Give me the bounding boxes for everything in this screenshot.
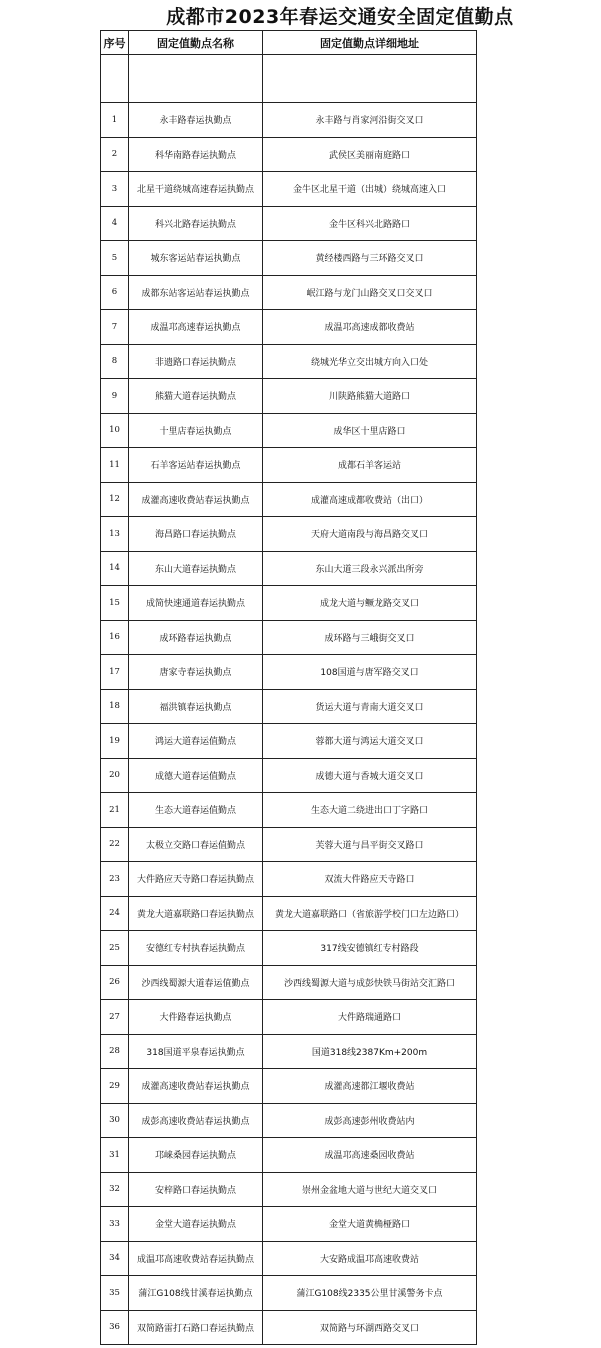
- table-row: [101, 931, 477, 966]
- num-cell: 3: [101, 172, 129, 207]
- address-cell: 沙西线蜀源大道与成彭快铁马街站交汇路口: [263, 965, 477, 1000]
- table-row: [101, 1310, 477, 1345]
- table-row: [101, 1241, 477, 1276]
- num-cell: 18: [101, 689, 129, 724]
- name-cell: 成简快速通道春运执勤点: [129, 586, 263, 621]
- blank-cell: [263, 55, 477, 103]
- name-cell: 成彭高速收费站春运执勤点: [129, 1103, 263, 1138]
- table-row: [101, 1207, 477, 1242]
- address-cell: 崇州金盆地大道与世纪大道交叉口: [263, 1172, 477, 1207]
- name-cell: 大件路春运执勤点: [129, 1000, 263, 1035]
- address-cell: 岷江路与龙门山路交叉口交叉口: [263, 275, 477, 310]
- address-cell: 成温邛高速成都收费站: [263, 310, 477, 345]
- name-cell: 金堂大道春运执勤点: [129, 1207, 263, 1242]
- table-row: [101, 1103, 477, 1138]
- name-cell: 北星干道绕城高速春运执勤点: [129, 172, 263, 207]
- name-cell: 十里店春运执勤点: [129, 413, 263, 448]
- name-cell: 蒲江G108线甘溪春运执勤点: [129, 1276, 263, 1311]
- table-row: [101, 586, 477, 621]
- num-cell: 20: [101, 758, 129, 793]
- address-cell: 金牛区北星干道（出城）绕城高速入口: [263, 172, 477, 207]
- table-row: [101, 379, 477, 414]
- name-cell: 黄龙大道嘉联路口春运执勤点: [129, 896, 263, 931]
- table-row: [101, 1276, 477, 1311]
- num-cell: 6: [101, 275, 129, 310]
- name-cell: 东山大道春运执勤点: [129, 551, 263, 586]
- address-cell: 108国道与唐军路交叉口: [263, 655, 477, 690]
- num-cell: 34: [101, 1241, 129, 1276]
- name-cell: 唐家寺春运执勤点: [129, 655, 263, 690]
- table-row: [101, 137, 477, 172]
- table-row: [101, 758, 477, 793]
- name-cell: 双简路雷打石路口春运执勤点: [129, 1310, 263, 1345]
- num-cell: 22: [101, 827, 129, 862]
- address-cell: 生态大道二绕进出口丁字路口: [263, 793, 477, 828]
- name-cell: 鸿运大道春运值勤点: [129, 724, 263, 759]
- table-row: [101, 1034, 477, 1069]
- table-row: [101, 413, 477, 448]
- name-cell: 福洪镇春运执勤点: [129, 689, 263, 724]
- header-name: 固定值勤点名称: [129, 31, 263, 55]
- blank-row: [101, 55, 477, 103]
- num-cell: 13: [101, 517, 129, 552]
- num-cell: 28: [101, 1034, 129, 1069]
- num-cell: 1: [101, 103, 129, 138]
- num-cell: 16: [101, 620, 129, 655]
- num-cell: 5: [101, 241, 129, 276]
- address-cell: 川陕路熊猫大道路口: [263, 379, 477, 414]
- num-cell: 36: [101, 1310, 129, 1345]
- num-cell: 11: [101, 448, 129, 483]
- num-cell: 27: [101, 1000, 129, 1035]
- address-cell: 武侯区美丽南庭路口: [263, 137, 477, 172]
- table-row: [101, 517, 477, 552]
- table-row: [101, 206, 477, 241]
- table-row: [101, 310, 477, 345]
- address-cell: 金堂大道黄桷桠路口: [263, 1207, 477, 1242]
- num-cell: 9: [101, 379, 129, 414]
- header-address: 固定值勤点详细地址: [263, 31, 477, 55]
- address-cell: 东山大道三段永兴派出所旁: [263, 551, 477, 586]
- name-cell: 生态大道春运值勤点: [129, 793, 263, 828]
- num-cell: 8: [101, 344, 129, 379]
- address-cell: 317线安德镇红专村路段: [263, 931, 477, 966]
- table-row: [101, 689, 477, 724]
- address-cell: 成华区十里店路口: [263, 413, 477, 448]
- address-cell: 大件路瑞通路口: [263, 1000, 477, 1035]
- table-row: [101, 1069, 477, 1104]
- name-cell: 成灌高速收费站春运执勤点: [129, 482, 263, 517]
- name-cell: 成温邛高速春运执勤点: [129, 310, 263, 345]
- page-title: 成都市2023年春运交通安全固定值勤点: [166, 6, 514, 28]
- table-row: [101, 793, 477, 828]
- table-row: [101, 896, 477, 931]
- name-cell: 非遗路口春运执勤点: [129, 344, 263, 379]
- address-cell: 成都石羊客运站: [263, 448, 477, 483]
- name-cell: 石羊客运站春运执勤点: [129, 448, 263, 483]
- num-cell: 14: [101, 551, 129, 586]
- address-cell: 天府大道南段与海昌路交叉口: [263, 517, 477, 552]
- address-cell: 双流大件路应天寺路口: [263, 862, 477, 897]
- num-cell: 24: [101, 896, 129, 931]
- name-cell: 太极立交路口春运值勤点: [129, 827, 263, 862]
- name-cell: 318国道平泉春运执勤点: [129, 1034, 263, 1069]
- num-cell: 32: [101, 1172, 129, 1207]
- address-cell: 国道318线2387Km+200m: [263, 1034, 477, 1069]
- name-cell: 安德红专村执春运执勤点: [129, 931, 263, 966]
- name-cell: 熊猫大道春运执勤点: [129, 379, 263, 414]
- num-cell: 25: [101, 931, 129, 966]
- address-cell: 成龙大道与鳜龙路交叉口: [263, 586, 477, 621]
- num-cell: 7: [101, 310, 129, 345]
- address-cell: 金牛区科兴北路路口: [263, 206, 477, 241]
- address-cell: 成温邛高速桑园收费站: [263, 1138, 477, 1173]
- header-num: 序号: [101, 31, 129, 55]
- name-cell: 成都东站客运站春运执勤点: [129, 275, 263, 310]
- name-cell: 成德大道春运值勤点: [129, 758, 263, 793]
- name-cell: 大件路应天寺路口春运执勤点: [129, 862, 263, 897]
- table-row: [101, 344, 477, 379]
- table-row: [101, 862, 477, 897]
- num-cell: 2: [101, 137, 129, 172]
- name-cell: 沙西线蜀源大道春运值勤点: [129, 965, 263, 1000]
- address-cell: 成灌高速都江堰收费站: [263, 1069, 477, 1104]
- table-row: [101, 482, 477, 517]
- address-cell: 成德大道与香城大道交叉口: [263, 758, 477, 793]
- num-cell: 19: [101, 724, 129, 759]
- num-cell: 35: [101, 1276, 129, 1311]
- address-cell: 蓉都大道与鸿运大道交叉口: [263, 724, 477, 759]
- table-row: [101, 724, 477, 759]
- num-cell: 12: [101, 482, 129, 517]
- num-cell: 10: [101, 413, 129, 448]
- blank-cell: [101, 55, 129, 103]
- table-row: [101, 172, 477, 207]
- name-cell: 邛崃桑园春运执勤点: [129, 1138, 263, 1173]
- num-cell: 26: [101, 965, 129, 1000]
- address-cell: 大安路成温邛高速收费站: [263, 1241, 477, 1276]
- table-header-row: [101, 31, 477, 55]
- table-row: [101, 965, 477, 1000]
- name-cell: 城东客运站春运执勤点: [129, 241, 263, 276]
- num-cell: 17: [101, 655, 129, 690]
- table-row: [101, 275, 477, 310]
- address-cell: 黄龙大道嘉联路口（省旅游学校门口左边路口）: [263, 896, 477, 931]
- name-cell: 成环路春运执勤点: [129, 620, 263, 655]
- name-cell: 成温邛高速收费站春运执勤点: [129, 1241, 263, 1276]
- num-cell: 31: [101, 1138, 129, 1173]
- table-row: [101, 241, 477, 276]
- num-cell: 23: [101, 862, 129, 897]
- duty-points-table: [100, 30, 477, 1345]
- name-cell: 成灌高速收费站春运执勤点: [129, 1069, 263, 1104]
- num-cell: 29: [101, 1069, 129, 1104]
- table-row: [101, 551, 477, 586]
- address-cell: 永丰路与肖家河沿街交叉口: [263, 103, 477, 138]
- name-cell: 科华南路春运执勤点: [129, 137, 263, 172]
- num-cell: 15: [101, 586, 129, 621]
- address-cell: 成彭高速彭州收费站内: [263, 1103, 477, 1138]
- num-cell: 4: [101, 206, 129, 241]
- address-cell: 绕城光华立交出城方向入口处: [263, 344, 477, 379]
- table-row: [101, 827, 477, 862]
- num-cell: 21: [101, 793, 129, 828]
- address-cell: 黄经楼西路与三环路交叉口: [263, 241, 477, 276]
- table-row: [101, 1172, 477, 1207]
- address-cell: 双简路与环湖西路交叉口: [263, 1310, 477, 1345]
- num-cell: 33: [101, 1207, 129, 1242]
- address-cell: 货运大道与青南大道交叉口: [263, 689, 477, 724]
- num-cell: 30: [101, 1103, 129, 1138]
- address-cell: 芙蓉大道与昌平街交叉路口: [263, 827, 477, 862]
- blank-cell: [129, 55, 263, 103]
- table-row: [101, 655, 477, 690]
- name-cell: 永丰路春运执勤点: [129, 103, 263, 138]
- table-row: [101, 1000, 477, 1035]
- table-row: [101, 620, 477, 655]
- name-cell: 科兴北路春运执勤点: [129, 206, 263, 241]
- table-row: [101, 448, 477, 483]
- name-cell: 安梓路口春运执勤点: [129, 1172, 263, 1207]
- table-row: [101, 103, 477, 138]
- table-row: [101, 1138, 477, 1173]
- name-cell: 海昌路口春运执勤点: [129, 517, 263, 552]
- address-cell: 蒲江G108线2335公里甘溪警务卡点: [263, 1276, 477, 1311]
- address-cell: 成灌高速成都收费站（出口）: [263, 482, 477, 517]
- address-cell: 成环路与三峨街交叉口: [263, 620, 477, 655]
